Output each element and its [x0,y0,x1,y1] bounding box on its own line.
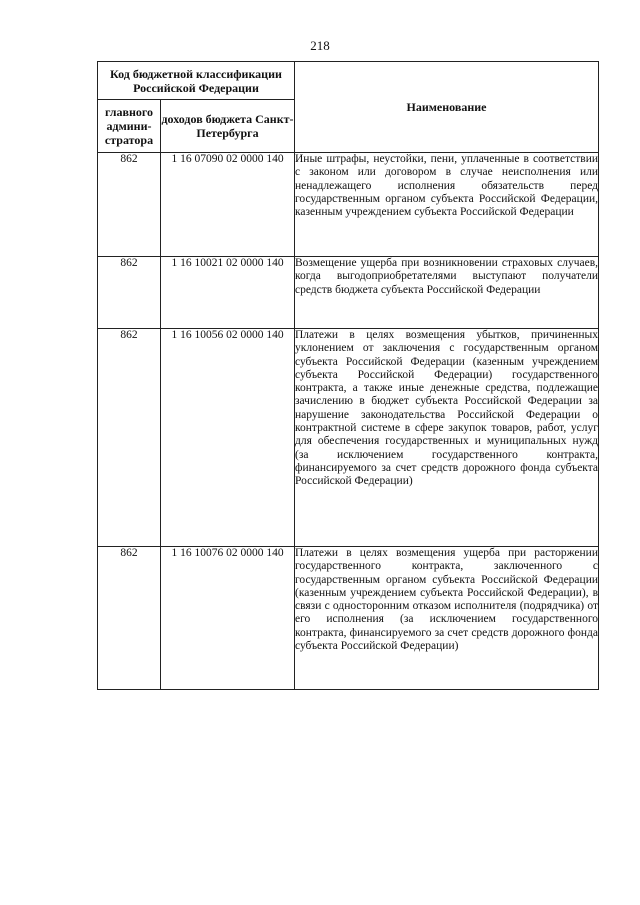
income-code-cell: 1 16 10076 02 0000 140 [161,547,295,690]
table-row [98,329,599,547]
description-cell: Иные штрафы, неустойки, пени, уплаченные в соответствии с законом или договором в случае неисполнения или ненадлежащего исполнения обязательств перед государственным органом субъекта Российской Федерации, казенным учреждением субъекта Российской Федерации [295,153,599,257]
admin-code-cell: 862 [98,329,161,547]
table-row [98,257,599,329]
table-row [98,153,599,257]
income-code-cell: 1 16 10056 02 0000 140 [161,329,295,547]
income-code-cell: 1 16 07090 02 0000 140 [161,153,295,257]
description-cell: Платежи в целях возмещения убытков, причиненных уклонением от заключения с государственным органом субъекта Российской Федерации (казенным учреждением субъекта Российской Федерации) государственного контракта, а также иные денежные средства, подлежащие зачислению в бюджет субъекта Российской Федерации за нарушение законодательства Российской Федерации о контрактной системе в сфере закупок товаров, работ, услуг для обеспечения государственных и муниципальных нужд (за исключением государственного контракта, финансируемого за счет средств дорожного фонда субъекта Российской Федерации) [295,329,599,547]
table-header-row [98,62,599,100]
page-number: 218 [310,38,330,53]
description-cell: Платежи в целях возмещения ущерба при расторжении государственного контракта, заключенного с государственным органом субъекта Российской Федерации (казенным учреждением субъекта Российской Федерации), в связи с односторонним отказом исполнителя (подрядчика) от его исполнения (за исключением государственного контракта, финансируемого за счет средств дорожного фонда субъекта Российской Федерации) [295,547,599,690]
classification-code-header: Код бюджетной классификации Российской Федерации [98,62,295,100]
admin-code-cell: 862 [98,153,161,257]
admin-code-cell: 862 [98,257,161,329]
admin-column-header: главного админи-стратора [98,100,161,153]
table-row [98,547,599,690]
budget-classification-table [97,61,599,690]
admin-code-cell: 862 [98,547,161,690]
income-code-cell: 1 16 10021 02 0000 140 [161,257,295,329]
description-cell: Возмещение ущерба при возникновении страховых случаев, когда выгодоприобретателями выступают получатели средств бюджета субъекта Российской Федерации [295,257,599,329]
income-column-header: доходов бюджета Санкт-Петербурга [161,100,295,153]
name-column-header: Наименование [295,62,599,153]
